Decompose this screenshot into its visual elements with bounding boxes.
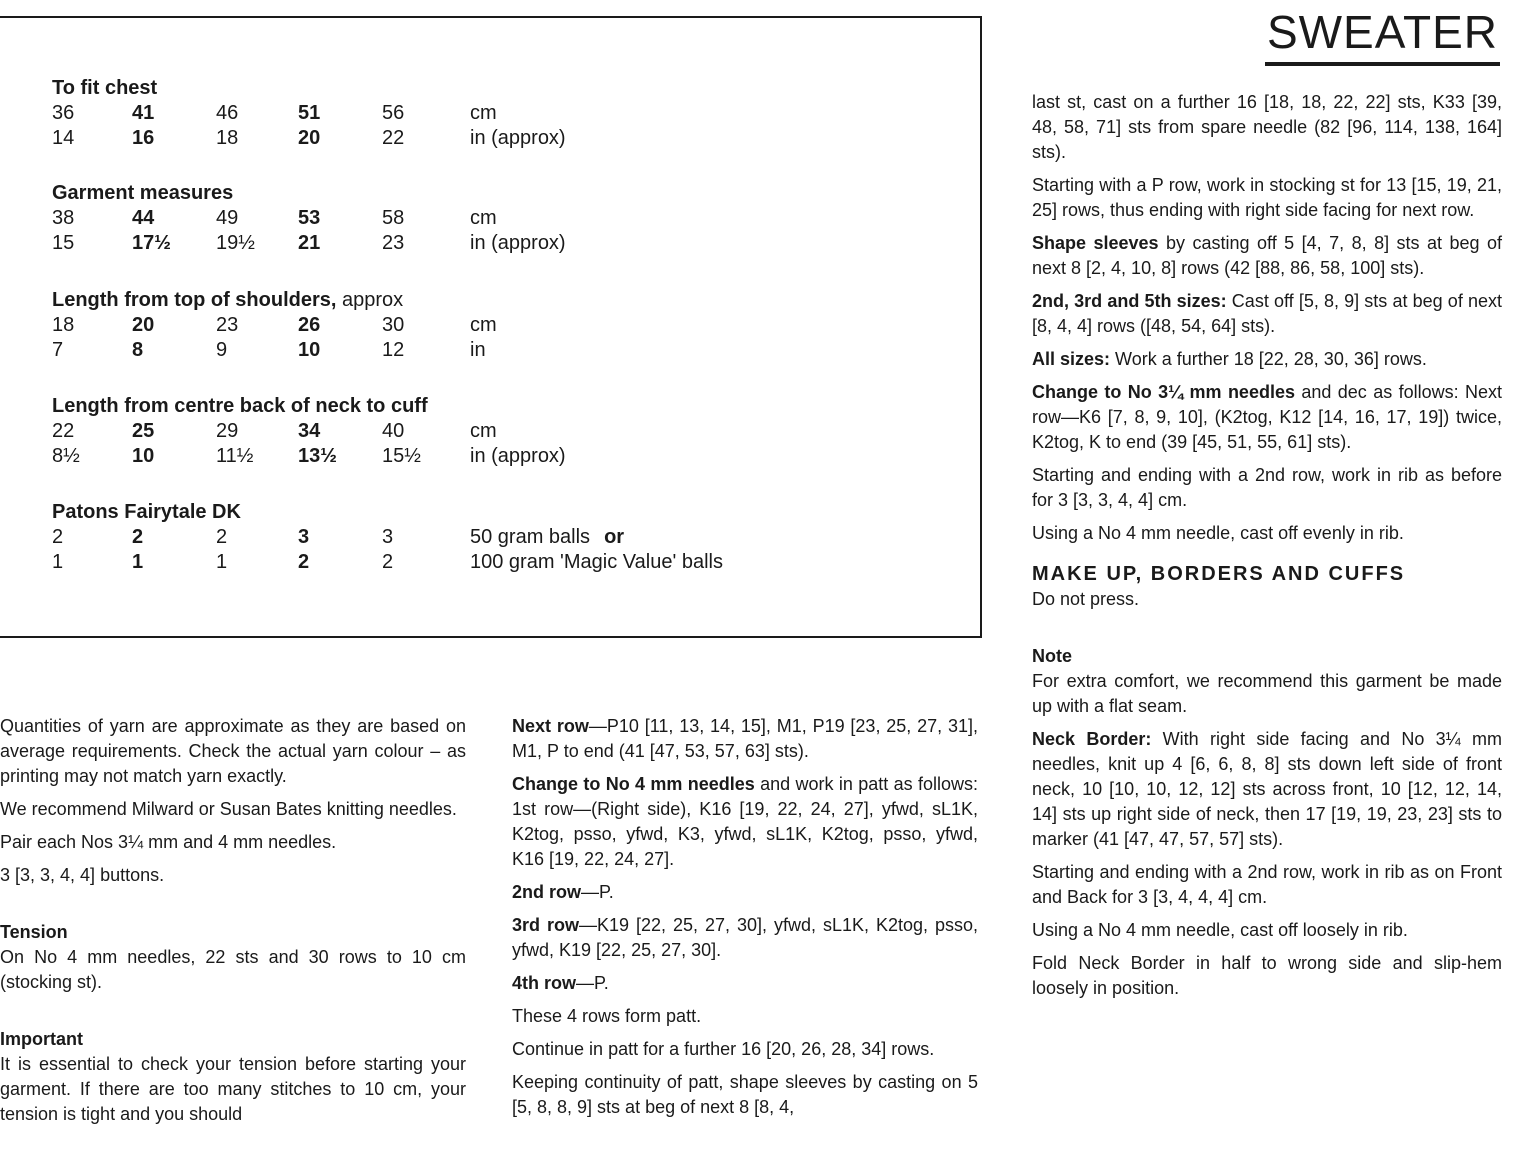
- size-row: [52, 126, 566, 151]
- size-value: 36: [52, 102, 75, 124]
- yarn-note: Quantities of yarn are approximate as they are based on average requirements. Check the actual yarn colour – as printing may not match yarn exactly.: [0, 716, 466, 786]
- instruction-paragraph: [512, 971, 978, 996]
- size-value: 46: [216, 102, 239, 124]
- size-group: [52, 288, 497, 363]
- right-column: [1032, 90, 1502, 1009]
- size-value: 41: [132, 102, 155, 124]
- instruction-text: With right side facing and No 3¼ mm needles, knit up 4 [6, 6, 8, 8] sts down left side of front neck, 10 [10, 10, 12, 12] sts across front, 10 [12, 12, 14, 14] sts up right side of neck, then 17 [19, 19, 23, 23] sts to marker (41 [47, 47, 57, 57] sts).: [1032, 729, 1502, 849]
- size-value: 20: [132, 314, 155, 336]
- needle-recommendation: We recommend Milward or Susan Bates knitting needles.: [0, 799, 457, 819]
- size-unit-text: in (approx): [470, 445, 566, 467]
- size-group-heading: [52, 76, 157, 101]
- size-group: [52, 500, 723, 575]
- size-value: 7: [52, 339, 64, 361]
- middle-column: [512, 714, 978, 1128]
- size-group-heading-text: Length from centre back of neck to cuff: [52, 395, 428, 417]
- instruction-lead: All sizes:: [1032, 349, 1111, 369]
- size-value: 14: [52, 127, 75, 149]
- size-group-heading: [52, 394, 428, 419]
- size-value: 11½: [216, 445, 254, 467]
- instruction-text: Work a further 18 [22, 28, 30, 36] rows.: [1110, 349, 1427, 369]
- note-text: For extra comfort, we recommend this garment be made up with a flat seam.: [1032, 671, 1502, 716]
- instruction-text: —P.: [576, 973, 609, 993]
- instruction-paragraph: Using a No 4 mm needle, cast off loosely in rib.: [1032, 920, 1408, 940]
- size-value: 2: [298, 551, 310, 573]
- instruction-paragraph: [1032, 380, 1502, 455]
- size-value: 22: [382, 127, 405, 149]
- size-group-heading-text: To fit chest: [52, 77, 158, 99]
- instruction-text: by casting off 5 [4, 7, 8, 8] sts at beg of next 8 [2, 4, 10, 8] rows (42 [88, 86, 58, 100] sts).: [1032, 233, 1503, 278]
- size-group-heading: [52, 500, 241, 525]
- size-value: 8½: [52, 445, 80, 467]
- instruction-text: and dec as follows: Next row—K6 [7, 8, 9, 10], (K2tog, K12 [14, 16, 17, 19]) twice, K2tog, K to end (39 [45, 51, 55, 61] sts).: [1032, 382, 1502, 452]
- size-value: 26: [298, 314, 321, 336]
- instruction-paragraph: Starting and ending with a 2nd row, work in rib as on Front and Back for 3 [3, 4, 4, 4] cm.: [1032, 862, 1502, 907]
- size-value: 10: [132, 445, 155, 467]
- instruction-paragraph: Starting with a P row, work in stocking st for 13 [15, 19, 21, 25] rows, thus ending with right side facing for next row.: [1032, 175, 1502, 220]
- size-value: 18: [52, 314, 75, 336]
- size-unit-text: 50 gram balls: [470, 526, 591, 548]
- size-unit: [470, 338, 486, 363]
- size-value: 2: [52, 526, 64, 548]
- size-row: [52, 313, 497, 338]
- size-unit-text: cm: [470, 207, 497, 229]
- size-unit-suffix: or: [604, 526, 625, 548]
- instruction-paragraph: These 4 rows form patt.: [512, 1006, 702, 1026]
- size-unit-text: cm: [470, 420, 497, 442]
- makeup-heading: MAKE UP, BORDERS AND CUFFS: [1032, 563, 1406, 585]
- size-unit: [470, 231, 566, 256]
- size-value: 49: [216, 207, 239, 229]
- size-value: 15: [52, 232, 75, 254]
- size-value: 10: [298, 339, 321, 361]
- instruction-paragraph: [512, 714, 978, 764]
- size-value: 53: [298, 207, 321, 229]
- instruction-paragraph: Using a No 4 mm needle, cast off evenly in rib.: [1032, 523, 1404, 543]
- instruction-lead: Neck Border:: [1032, 729, 1152, 749]
- size-table-box: [0, 16, 982, 638]
- instruction-paragraph: Fold Neck Border in half to wrong side and slip-hem loosely in position.: [1032, 953, 1502, 998]
- size-row: [52, 525, 625, 550]
- tension-text: On No 4 mm needles, 22 sts and 30 rows to 10 cm (stocking st).: [0, 947, 466, 992]
- size-value: 13½: [298, 445, 337, 467]
- size-group-heading-suffix: approx: [336, 289, 404, 311]
- instruction-lead: 2nd, 3rd and 5th sizes:: [1032, 291, 1227, 311]
- size-value: 23: [382, 232, 405, 254]
- size-unit-text: 100 gram 'Magic Value' balls: [470, 551, 723, 573]
- instruction-lead: Change to No 4 mm needles: [512, 774, 755, 794]
- instruction-lead: Shape sleeves: [1032, 233, 1159, 253]
- size-value: 51: [298, 102, 321, 124]
- instruction-paragraph: [512, 772, 978, 872]
- size-unit: [470, 419, 497, 444]
- tension-heading: Tension: [0, 922, 68, 942]
- size-row: [52, 231, 566, 256]
- size-value: 56: [382, 102, 405, 124]
- size-unit: [470, 525, 624, 550]
- size-value: 19½: [216, 232, 255, 254]
- size-unit-text: in (approx): [470, 232, 566, 254]
- size-value: 9: [216, 339, 228, 361]
- size-group-heading-text: Patons Fairytale DK: [52, 501, 241, 523]
- size-unit-text: in: [470, 339, 486, 361]
- size-unit: [470, 444, 566, 469]
- instruction-text: and work in patt as follows: 1st row—(Right side), K16 [19, 22, 24, 27], yfwd, sL1K, K2tog, psso, yfwd, K3, yfwd, sL1K, K2tog, psso, yfwd, K16 [19, 22, 24, 27].: [512, 774, 978, 869]
- size-group-heading: [52, 181, 233, 206]
- size-group-heading-text: Length from top of shoulders,: [52, 289, 337, 311]
- size-row: [52, 101, 497, 126]
- instruction-paragraph: [512, 913, 978, 963]
- size-value: 22: [52, 420, 75, 442]
- buttons-count: 3 [3, 3, 4, 4] buttons.: [0, 865, 165, 885]
- page-title: SWEATER: [1265, 4, 1500, 66]
- size-value: 44: [132, 207, 155, 229]
- size-unit: [470, 126, 566, 151]
- size-unit: [470, 550, 723, 575]
- instruction-lead: 3rd row: [512, 915, 579, 935]
- instruction-lead: Next row: [512, 716, 589, 736]
- size-value: 15½: [382, 445, 421, 467]
- instruction-paragraph: [1032, 347, 1502, 372]
- instruction-paragraph: [1032, 231, 1502, 281]
- size-unit-text: cm: [470, 314, 497, 336]
- size-value: 1: [132, 551, 144, 573]
- size-unit-text: in (approx): [470, 127, 566, 149]
- size-value: 40: [382, 420, 405, 442]
- left-column: [0, 714, 466, 1135]
- instruction-paragraph: Keeping continuity of patt, shape sleeves by casting on 5 [5, 8, 8, 9] sts at beg of next 8 [8, 4,: [512, 1072, 978, 1117]
- size-value: 1: [52, 551, 64, 573]
- important-heading: Important: [0, 1029, 83, 1049]
- size-unit: [470, 313, 497, 338]
- size-value: 38: [52, 207, 75, 229]
- needle-sizes: Pair each Nos 3¼ mm and 4 mm needles.: [0, 832, 337, 852]
- instruction-paragraph: Starting and ending with a 2nd row, work in rib as before for 3 [3, 3, 4, 4] cm.: [1032, 465, 1502, 510]
- size-row: [52, 444, 566, 469]
- size-group-heading-text: Garment measures: [52, 182, 234, 204]
- size-value: 29: [216, 420, 239, 442]
- size-value: 8: [132, 339, 144, 361]
- size-value: 2: [216, 526, 228, 548]
- size-value: 3: [382, 526, 394, 548]
- size-value: 17½: [132, 232, 171, 254]
- size-value: 12: [382, 339, 405, 361]
- size-value: 20: [298, 127, 321, 149]
- instruction-paragraph: Continue in patt for a further 16 [20, 26, 28, 34] rows.: [512, 1039, 935, 1059]
- size-row: [52, 206, 497, 231]
- size-value: 18: [216, 127, 239, 149]
- size-value: 16: [132, 127, 155, 149]
- size-value: 30: [382, 314, 405, 336]
- instruction-paragraph: [512, 880, 978, 905]
- size-value: 58: [382, 207, 405, 229]
- instruction-lead: Change to No 3¼ mm needles: [1032, 382, 1295, 402]
- size-unit: [470, 206, 497, 231]
- size-group: [52, 394, 566, 469]
- instruction-lead: 2nd row: [512, 882, 582, 902]
- size-unit-text: cm: [470, 102, 497, 124]
- size-value: 25: [132, 420, 155, 442]
- instruction-text: —P10 [11, 13, 14, 15], M1, P19 [23, 25, 27, 31], M1, P to end (41 [47, 53, 57, 63] sts).: [512, 716, 978, 761]
- size-group: [52, 181, 566, 256]
- instruction-paragraph: last st, cast on a further 16 [18, 18, 22, 22] sts, K33 [39, 48, 58, 71] sts from spare needle (82 [96, 114, 138, 164] sts).: [1032, 92, 1502, 162]
- instruction-text: —K19 [22, 25, 27, 30], yfwd, sL1K, K2tog, psso, yfwd, K19 [22, 25, 27, 30].: [512, 915, 979, 960]
- size-row: [52, 550, 723, 575]
- note-heading: Note: [1032, 646, 1072, 666]
- instruction-text: Cast off [5, 8, 9] sts at beg of next [8, 4, 4] rows ([48, 54, 64] sts).: [1032, 291, 1502, 336]
- size-group-heading: [52, 288, 403, 313]
- size-value: 3: [298, 526, 310, 548]
- instruction-paragraph: [1032, 289, 1502, 339]
- size-value: 21: [298, 232, 321, 254]
- important-text: It is essential to check your tension before starting your garment. If there are too many stitches to 10 cm, your tension is tight and you should: [0, 1054, 466, 1124]
- size-value: 1: [216, 551, 228, 573]
- size-row: [52, 419, 497, 444]
- instruction-lead: 4th row: [512, 973, 577, 993]
- size-value: 23: [216, 314, 239, 336]
- makeup-text: Do not press.: [1032, 589, 1140, 609]
- neck-border-paragraph: [1032, 727, 1502, 852]
- size-value: 2: [132, 526, 144, 548]
- size-row: [52, 338, 486, 363]
- size-group: [52, 76, 566, 151]
- size-value: 2: [382, 551, 394, 573]
- size-value: 34: [298, 420, 321, 442]
- instruction-text: —P.: [581, 882, 614, 902]
- size-unit: [470, 101, 497, 126]
